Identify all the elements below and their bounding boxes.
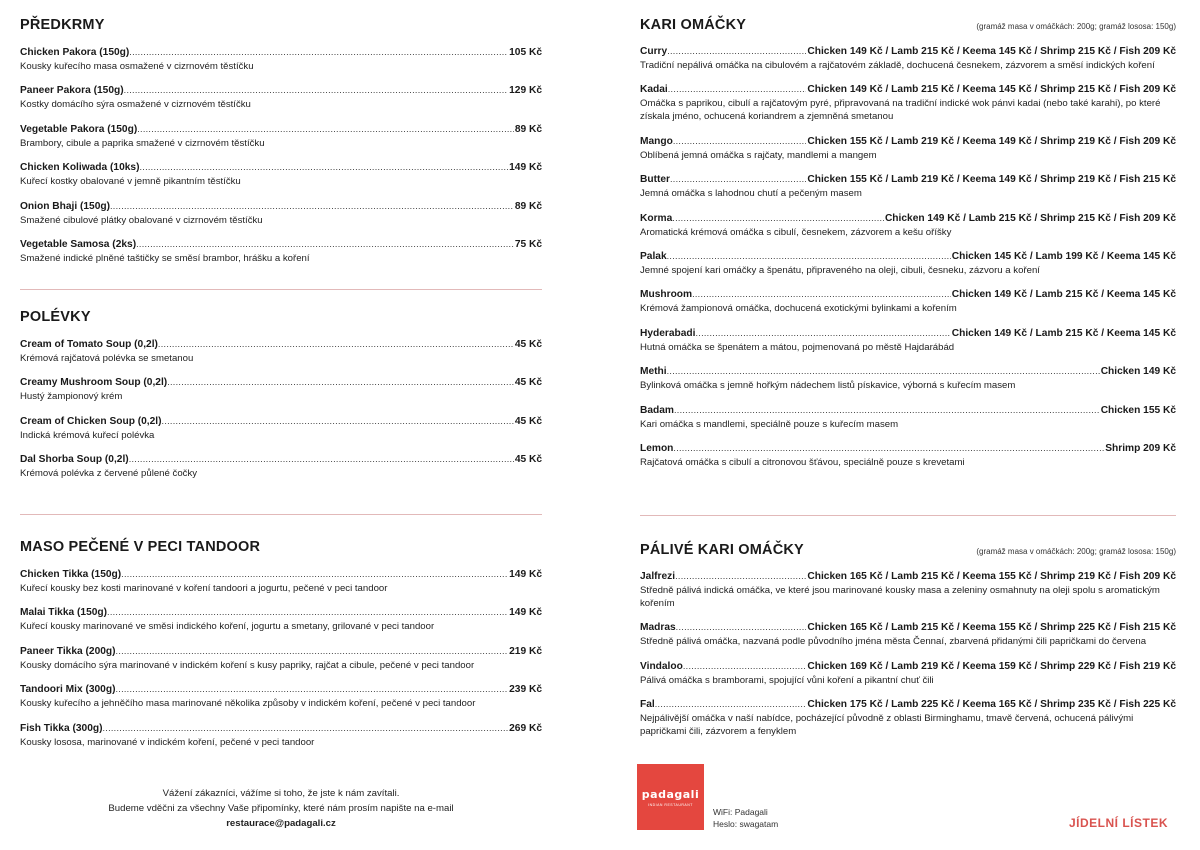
menu-item-description: Brambory, cibule a paprika smažené v cizrnovém těstíčku: [20, 137, 265, 149]
menu-item-price: Chicken 175 Kč / Lamb 225 Kč / Keema 165 Kč / Shrimp 235 Kč / Fish 225 Kč: [807, 699, 1176, 711]
dot-leader: [692, 287, 951, 301]
logo-subtitle: INDIAN RESTAURANT: [648, 802, 693, 807]
menu-item-name: Mushroom: [640, 289, 693, 301]
menu-item-description: Kari omáčka s mandlemi, speciálně pouze s kuřecím masem: [640, 418, 899, 430]
section-divider: [20, 289, 542, 290]
menu-item-description: Krémová žampionová omáčka, dochucená exotickými bylinkami a kořením: [640, 303, 957, 315]
menu-item-description: Kousky domácího sýra marinované v indickém koření s kusy papriky, rajčat a cibule, pečené v peci tandoor: [20, 659, 475, 671]
dot-leader: [121, 567, 508, 581]
dot-leader: [162, 414, 514, 428]
menu-item-description: Středně pálivá omáčka, nazvaná podle původního jména města Čennaí, zbarvená přidanými čili papričkami do červena: [640, 636, 1147, 648]
menu-item-line: [20, 122, 542, 137]
menu-label: JÍDELNÍ LÍSTEK: [1068, 816, 1168, 830]
menu-item-price: 75 Kč: [514, 238, 542, 250]
menu-item-line: [20, 644, 542, 659]
dot-leader: [158, 337, 514, 351]
menu-item-line: [640, 620, 1176, 635]
menu-item-name: Palak: [640, 250, 667, 262]
menu-item-name: Vindaloo: [640, 660, 683, 672]
menu-item-price: 269 Kč: [509, 722, 542, 734]
menu-item: [640, 659, 1176, 687]
menu-item-description: Oblíbená jemná omáčka s rajčaty, mandlemi a mangem: [640, 149, 877, 161]
menu-item-description: Bylinková omáčka s jemně hořkým nádechem listů pískavice, výborná s kuřecím masem: [640, 380, 1016, 392]
dot-leader: [107, 605, 508, 619]
menu-item-line: [20, 452, 542, 467]
section-title: POLÉVKY: [20, 309, 91, 325]
menu-item: [640, 44, 1176, 72]
menu-item: [20, 337, 542, 365]
menu-item-name: Jalfrezi: [640, 571, 676, 582]
menu-item-line: [20, 337, 542, 352]
menu-item: [20, 452, 542, 480]
menu-item-description: Omáčka s paprikou, cibulí a rajčatovým pyré, připravovaná na tradiční indické wok pánvi kadai (nebo také karahi), po které získala jméno, ochucená koriandrem a zjemněná smetanou: [640, 98, 1161, 123]
menu-item-line: [20, 721, 542, 736]
menu-item-description: Kuřecí kostky obalované v jemně pikantním těstíčku: [20, 176, 241, 188]
menu-item-line: [640, 249, 1176, 264]
menu-item: [640, 326, 1176, 354]
menu-item-name: Malai Tikka (150g): [20, 607, 108, 619]
menu-item: [20, 567, 542, 595]
menu-item-description: Smažené cibulové plátky obalované v cizrnovém těstíčku: [20, 214, 263, 226]
menu-item-price: Chicken 149 Kč: [1100, 366, 1176, 378]
item-list: [640, 569, 1176, 738]
menu-item-name: Butter: [640, 174, 670, 186]
item-list: [20, 45, 542, 265]
wifi-info: [713, 806, 778, 830]
menu-item-description: Kuřecí kousky bez kosti marinované v koření tandoori a jogurtu, pečené v peci tandoor: [20, 583, 388, 594]
menu-item-line: [640, 211, 1176, 226]
menu-item-name: Vegetable Pakora (150g): [20, 123, 138, 135]
menu-item-price: 45 Kč: [514, 377, 542, 389]
menu-item: [640, 364, 1176, 392]
section-header: [640, 542, 1176, 558]
dot-leader: [115, 682, 508, 696]
menu-item-line: [640, 441, 1176, 456]
menu-item-line: [640, 659, 1176, 674]
footer-message: [20, 786, 542, 831]
menu-item: [20, 721, 542, 749]
menu-item-price: 149 Kč: [509, 162, 542, 174]
menu-item-price: Chicken 149 Kč / Lamb 215 Kč / Keema 145 Kč / Shrimp 215 Kč / Fish 209 Kč: [807, 84, 1176, 96]
menu-item-name: Paneer Pakora (150g): [20, 85, 124, 97]
section-note: (gramáž masa v omáčkách: 200g; gramáž lososa: 150g): [976, 22, 1176, 31]
menu-item-price: 149 Kč: [509, 607, 542, 619]
menu-item-price: Chicken 169 Kč / Lamb 219 Kč / Keema 159 Kč / Shrimp 229 Kč / Fish 219 Kč: [807, 660, 1176, 672]
menu-item: [640, 249, 1176, 277]
menu-item-name: Paneer Tikka (200g): [20, 645, 116, 657]
dot-leader: [668, 82, 807, 96]
footer-line: Vážení zákazníci, vážíme si toho, že jste k nám zavítali.: [162, 788, 400, 799]
wifi-password: Heslo: swagatam: [713, 819, 779, 829]
footer-line: Budeme vděčni za všechny Vaše připomínky, které nám prosím napište na e-mail: [108, 803, 454, 814]
menu-item-price: 45 Kč: [514, 454, 542, 466]
menu-item-price: Chicken 149 Kč / Lamb 215 Kč / Keema 145 Kč: [951, 327, 1176, 339]
menu-item-price: Chicken 165 Kč / Lamb 215 Kč / Keema 155 Kč / Shrimp 219 Kč / Fish 209 Kč: [807, 571, 1176, 582]
menu-item-description: Kousky kuřecího a jehněčího masa marinované několika způsoby v indickém koření, pečené v peci tandoor: [20, 698, 476, 710]
menu-item-description: Pálivá omáčka s bramborami, spojující vůni koření a pikantní chuť čili: [640, 674, 934, 686]
menu-item: [640, 211, 1176, 239]
menu-item-line: [20, 682, 542, 697]
menu-item-name: Chicken Pakora (150g): [20, 47, 130, 58]
menu-item: [640, 569, 1176, 610]
menu-item-name: Korma: [640, 212, 673, 224]
dot-leader: [674, 403, 1100, 417]
menu-item-name: Dal Shorba Soup (0,2l): [20, 454, 129, 466]
menu-item-description: Kousky lososa, marinované v indickém koření, pečené v peci tandoor: [20, 736, 315, 748]
menu-item: [20, 83, 542, 111]
menu-item-name: Badam: [640, 404, 674, 416]
menu-item-name: Tandoori Mix (300g): [20, 684, 116, 696]
menu-item-price: 45 Kč: [514, 415, 542, 427]
dot-leader: [673, 441, 1104, 455]
menu-item-price: 45 Kč: [514, 339, 542, 350]
dot-leader: [110, 199, 514, 213]
menu-item-line: [20, 567, 542, 582]
menu-item: [640, 134, 1176, 162]
dot-leader: [655, 697, 807, 711]
menu-item-name: Vegetable Samosa (2ks): [20, 238, 137, 250]
menu-item-price: Chicken 149 Kč / Lamb 215 Kč / Shrimp 215 Kč / Fish 209 Kč: [884, 212, 1176, 224]
section-polevky: [20, 309, 542, 491]
section-divider: [20, 514, 542, 515]
menu-item-line: [640, 134, 1176, 149]
section-title: PŘEDKRMY: [20, 17, 105, 33]
menu-item: [20, 45, 542, 73]
restaurant-logo: [637, 764, 704, 830]
menu-item-name: Creamy Mushroom Soup (0,2l): [20, 377, 168, 389]
section-divider: [640, 515, 1176, 516]
section-title: PÁLIVÉ KARI OMÁČKY: [640, 542, 804, 558]
section-kari: [640, 17, 1176, 479]
section-header: [640, 17, 1176, 33]
section-title: KARI OMÁČKY: [640, 17, 747, 33]
menu-item-line: [640, 326, 1176, 341]
dot-leader: [124, 83, 509, 97]
menu-item-description: Hutná omáčka se špenátem a mátou, pojmenovaná po městě Hajdarábád: [640, 341, 955, 353]
menu-item-line: [20, 237, 542, 252]
menu-item-name: Cream of Chicken Soup (0,2l): [20, 415, 162, 427]
section-note: (gramáž masa v omáčkách: 200g; gramáž lososa: 150g): [976, 547, 1176, 556]
menu-item: [20, 605, 542, 633]
menu-item-description: Kostky domácího sýra osmažené v cizrnovém těstíčku: [20, 99, 251, 111]
section-title: MASO PEČENÉ V PECI TANDOOR: [20, 539, 261, 555]
dot-leader: [695, 326, 950, 340]
menu-item-price: Chicken 165 Kč / Lamb 215 Kč / Keema 155 Kč / Shrimp 225 Kč / Fish 215 Kč: [807, 622, 1176, 634]
menu-item-price: Chicken 149 Kč / Lamb 215 Kč / Keema 145 Kč: [951, 289, 1176, 301]
menu-item-price: 219 Kč: [509, 645, 542, 657]
dot-leader: [672, 211, 884, 225]
menu-item-name: Fish Tikka (300g): [20, 722, 103, 734]
menu-item-name: Chicken Koliwada (10ks): [20, 162, 140, 174]
menu-item-price: 89 Kč: [514, 123, 542, 135]
dot-leader: [667, 249, 951, 263]
menu-item-price: Chicken 155 Kč / Lamb 219 Kč / Keema 149 Kč / Shrimp 219 Kč / Fish 215 Kč: [807, 174, 1176, 186]
menu-item: [20, 199, 542, 227]
menu-item-description: Jemná omáčka s lahodnou chutí a pečeným masem: [640, 188, 862, 200]
menu-item-name: Methi: [640, 366, 667, 378]
menu-item: [640, 441, 1176, 469]
dot-leader: [137, 122, 514, 136]
menu-item-description: Hustý žampionový krém: [20, 391, 123, 403]
menu-item: [20, 414, 542, 442]
dot-leader: [673, 134, 807, 148]
logo-wordmark: padagali: [641, 787, 700, 801]
menu-item-line: [640, 287, 1176, 302]
menu-item-line: [640, 364, 1176, 379]
menu-item-price: 89 Kč: [514, 200, 542, 212]
menu-item-line: [20, 45, 542, 60]
menu-item-price: Shrimp 209 Kč: [1105, 442, 1176, 454]
menu-item-line: [640, 697, 1176, 712]
dot-leader: [667, 364, 1100, 378]
dot-leader: [676, 620, 807, 634]
section-tandoor: [20, 539, 542, 759]
menu-item-description: Rajčatová omáčka s cibulí a citronovou šťávou, speciálně pouze s krevetami: [640, 456, 965, 468]
menu-item: [20, 160, 542, 188]
menu-item-line: [640, 403, 1176, 418]
menu-item-price: Chicken 145 Kč / Lamb 199 Kč / Keema 145 Kč: [951, 250, 1176, 262]
menu-item-line: [640, 569, 1176, 584]
menu-item: [20, 682, 542, 710]
menu-item-description: Nejpálivější omáčka v naší nabídce, pocházející původně z oblasti Birminghamu, tmavě červená, ochucená pálivými papričkami čili, zázvorem a fenyklem: [640, 713, 1134, 738]
dot-leader: [136, 237, 514, 251]
menu-item-price: 239 Kč: [509, 684, 542, 696]
menu-item-description: Smažené indické plněné taštičky se směsí brambor, hrášku a koření: [20, 252, 310, 264]
menu-item: [20, 375, 542, 403]
menu-item: [640, 403, 1176, 431]
item-list: [20, 337, 542, 480]
section-palive: [640, 542, 1176, 749]
menu-item-line: [640, 44, 1176, 59]
menu-item-price: Chicken 149 Kč / Lamb 215 Kč / Keema 145 Kč / Shrimp 215 Kč / Fish 209 Kč: [807, 46, 1176, 57]
menu-item: [20, 122, 542, 150]
menu-item-description: Krémová rajčatová polévka se smetanou: [20, 353, 194, 364]
dot-leader: [139, 160, 508, 174]
menu-item: [640, 620, 1176, 648]
menu-item-name: Onion Bhaji (150g): [20, 200, 110, 212]
menu-item-line: [20, 83, 542, 98]
footer-email[interactable]: restaurace@padagali.cz: [226, 818, 336, 829]
menu-item-name: Curry: [640, 46, 668, 57]
item-list: [640, 44, 1176, 469]
wifi-name: WiFi: Padagali: [713, 807, 768, 817]
menu-item-name: Chicken Tikka (150g): [20, 569, 122, 580]
menu-item-name: Hyderabadi: [640, 327, 696, 339]
menu-item-name: Mango: [640, 135, 673, 147]
dot-leader: [683, 659, 807, 673]
menu-item-price: Chicken 155 Kč / Lamb 219 Kč / Keema 149 Kč / Shrimp 219 Kč / Fish 209 Kč: [807, 135, 1176, 147]
menu-item-description: Indická krémová kuřecí polévka: [20, 429, 155, 441]
menu-item-description: Krémová polévka z červené půlené čočky: [20, 468, 198, 480]
dot-leader: [129, 452, 514, 466]
menu-item: [640, 172, 1176, 200]
menu-item-price: Chicken 155 Kč: [1100, 404, 1176, 416]
menu-item-price: 149 Kč: [509, 569, 542, 580]
menu-item-line: [20, 414, 542, 429]
menu-item-price: 129 Kč: [509, 85, 542, 97]
menu-item-description: Aromatická krémová omáčka s cibulí, česnekem, zázvorem a kešu oříšky: [640, 226, 952, 238]
menu-item-name: Madras: [640, 622, 676, 634]
menu-item-description: Tradiční nepálivá omáčka na cibulovém a rajčatovém základě, dochucená česnekem, zázvorem a směsí indických koření: [640, 60, 1155, 71]
menu-item-line: [640, 172, 1176, 187]
menu-item: [640, 697, 1176, 738]
menu-item-name: Fal: [640, 699, 655, 711]
menu-item-description: Kuřecí kousky marinované ve směsi indického koření, jogurtu a smetany, grilované v peci tandoor: [20, 621, 435, 633]
menu-item: [20, 237, 542, 265]
menu-item-line: [20, 199, 542, 214]
menu-item-line: [640, 82, 1176, 97]
menu-item: [640, 82, 1176, 123]
dot-leader: [667, 44, 806, 58]
menu-item-name: Cream of Tomato Soup (0,2l): [20, 339, 158, 350]
menu-item-line: [20, 605, 542, 620]
dot-leader: [116, 644, 509, 658]
item-list: [20, 567, 542, 749]
menu-item-line: [20, 160, 542, 175]
menu-item-name: Kadai: [640, 84, 668, 96]
menu-item: [20, 644, 542, 672]
menu-item-description: Středně pálivá indická omáčka, ve které jsou marinované kousky masa a zeleniny osmahnuty na oleji spolu s aromatickým kořením: [640, 585, 1160, 609]
menu-item-description: Kousky kuřecího masa osmažené v cizrnovém těstíčku: [20, 61, 254, 72]
dot-leader: [102, 721, 508, 735]
dot-leader: [129, 45, 508, 59]
menu-item: [640, 287, 1176, 315]
menu-item-name: Lemon: [640, 442, 674, 454]
section-predkrmy: [20, 17, 542, 275]
menu-item-price: 105 Kč: [509, 47, 542, 58]
dot-leader: [670, 172, 806, 186]
dot-leader: [675, 569, 806, 583]
menu-item-description: Jemné spojení kari omáčky a špenátu, připraveného na oleji, cibuli, česneku, zázvoru a koření: [640, 264, 1040, 276]
dot-leader: [167, 375, 514, 389]
menu-item-line: [20, 375, 542, 390]
